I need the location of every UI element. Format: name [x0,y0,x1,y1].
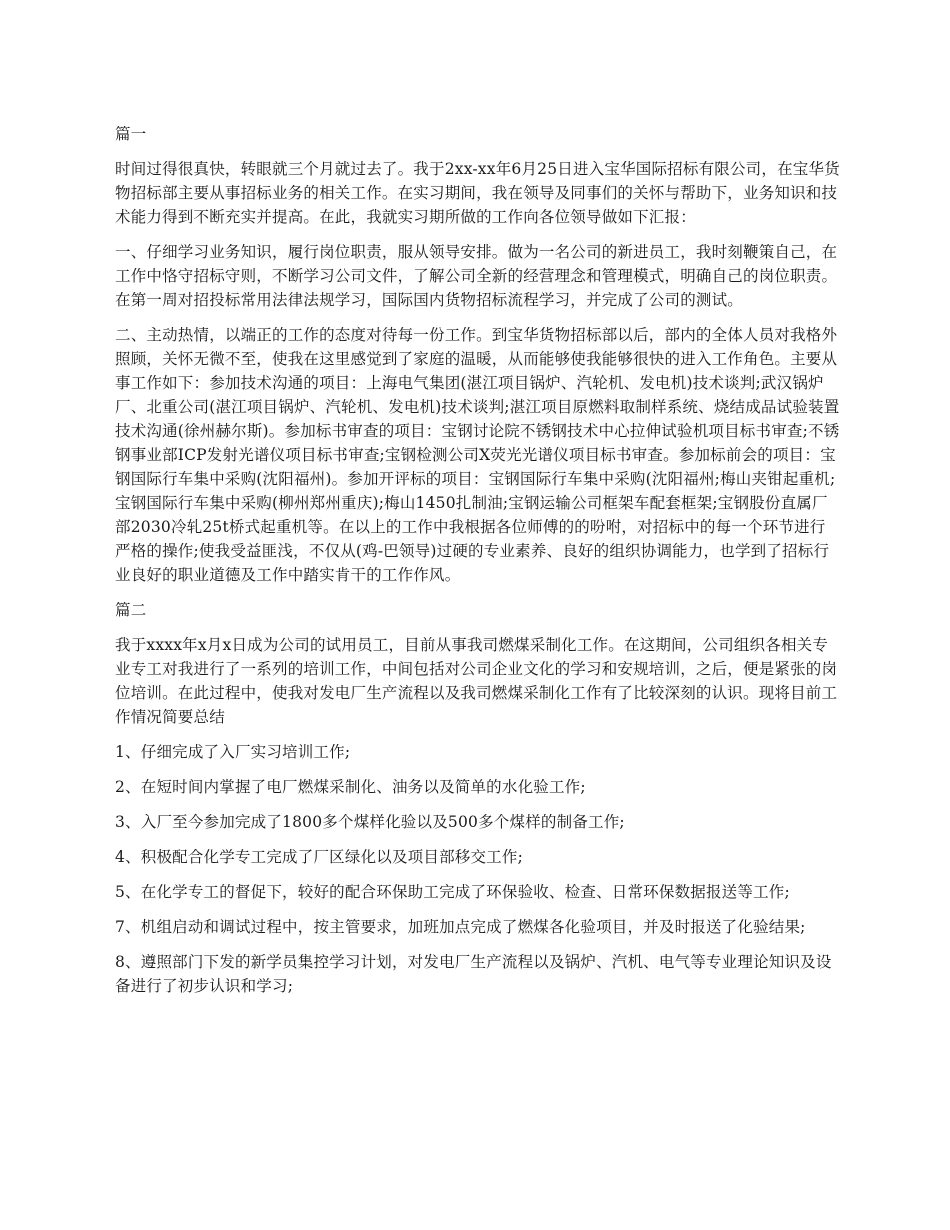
section-1-paragraph-point-1: 一、仔细学习业务知识，履行岗位职责，服从领导安排。做为一名公司的新进员工，我时刻鞭策自己，在工作中恪守招标守则，不断学习公司文件，了解公司全新的经营理念和管理模式，明确自己的岗位职责。在第一周对招投标常用法律法规学习，国际国内货物招标流程学习，并完成了公司的测试。 [115,243,838,309]
section-1-heading: 篇一 [115,125,147,143]
section-1-paragraph-intro: 时间过得很真快，转眼就三个月就过去了。我于2xx-xx年6月25日进入宝华国际招标有限公司，在宝华货物招标部主要从事招标业务的相关工作。在实习期间，我在领导及同事们的关怀与帮助下，业务知识和技术能力得到不断充实并提高。在此，我就实习期所做的工作向各位领导做如下汇报： [115,160,840,226]
section-2-list-item: 2、在短时间内掌握了电厂燃煤采制化、油务以及简单的水化验工作; [115,778,586,796]
document-page [115,122,840,1009]
section-2-list-item: 1、仔细完成了入厂实习培训工作; [115,743,351,761]
section-2-list-item: 3、入厂至今参加完成了1800多个煤样化验以及500多个煤样的制备工作; [115,813,625,831]
section-2-list-item: 7、机组启动和调试过程中，按主管要求，加班加点完成了燃煤各化验项目，并及时报送了化验结果; [115,918,806,936]
section-2-list-item: 8、遵照部门下发的新学员集控学习计划，对发电厂生产流程以及锅炉、汽机、电气等专业理论知识及设备进行了初步认识和学习; [115,953,832,995]
section-2-paragraph-intro: 我于xxxx年x月x日成为公司的试用员工，目前从事我司燃煤采制化工作。在这期间，公司组织各相关专业专工对我进行了一系列的培训工作，中间包括对公司企业文化的学习和安规培训，之后，便是紧张的岗位培训。在此过程中，使我对发电厂生产流程以及我司燃煤采制化工作有了比较深刻的认识。现将目前工作情况简要总结 [115,636,838,726]
section-2-heading: 篇二 [115,601,147,619]
section-1-paragraph-point-2: 二、主动热情，以端正的工作的态度对待每一份工作。到宝华货物招标部以后，部内的全体人员对我格外照顾，关怀无微不至，使我在这里感觉到了家庭的温暖，从而能够使我能够很快的进入工作角色。主要从事工作如下：参加技术沟通的项目：上海电气集团(湛江项目锅炉、汽轮机、发电机)技术谈判;武汉锅炉厂、北重公司(湛江项目锅炉、汽轮机、发电机)技术谈判;湛江项目原燃料取制样系统、烧结成品试验装置技术沟通(徐州赫尔斯)。参加标书审查的项目：宝钢讨论院不锈钢技术中心拉伸试验机项目标书审查;不锈钢事业部ICP发射光谱仪项目标书审查;宝钢检测公司X荧光光谱仪项目标书审查。参加标前会的项目：宝钢国际行车集中采购(沈阳福州)。参加开评标的项目：宝钢国际行车集中采购(沈阳福州;梅山夹钳起重机;宝钢国际行车集中采购(柳州郑州重庆);梅山1450扎制油;宝钢运输公司框架车配套框架;宝钢股份直属厂部2030冷轧25t桥式起重机等。在以上的工作中我根据各位师傅的的吩咐，对招标中的每一个环节进行严格的操作;使我受益匪浅，不仅从(鸡-巴领导)过硬的专业素养、良好的组织协调能力，也学到了招标行业良好的职业道德及工作中踏实肯干的工作作风。 [115,326,840,584]
section-2-list-item: 5、在化学专工的督促下，较好的配合环保助工完成了环保验收、检查、日常环保数据报送等工作; [115,883,790,901]
section-2-list-item: 4、积极配合化学专工完成了厂区绿化以及项目部移交工作; [115,848,523,866]
